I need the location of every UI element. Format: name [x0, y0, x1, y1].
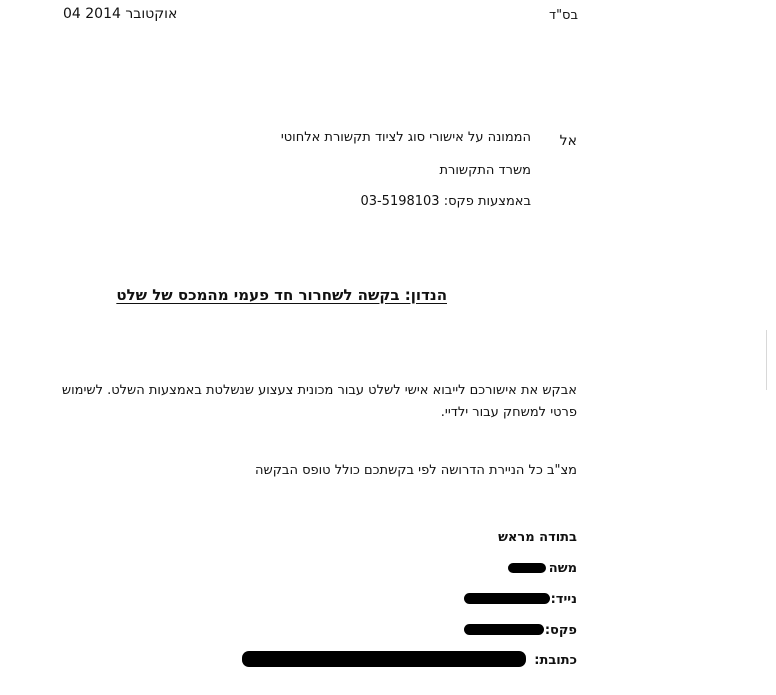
- recipient-line-3: באמצעות פקס: 03-5198103: [360, 194, 531, 209]
- redaction-fax: [464, 624, 544, 635]
- body-paragraph-2: מצ"ב כל הניירת הדרושה לפי בקשתכם כולל טופס הבקשה: [255, 463, 577, 478]
- redaction-name: [508, 563, 546, 573]
- scan-edge: [758, 0, 776, 695]
- recipient-line-1: הממונה על אישורי סוג לציוד תקשורת אלחוטי: [280, 130, 531, 145]
- signature-mobile-label: נייד:: [550, 592, 577, 607]
- body-paragraph-1-line-2: פרטי למשחק עבור ילדיי.: [440, 405, 577, 420]
- signature-fax-label: פקס:: [544, 623, 577, 638]
- redaction-address: [242, 651, 526, 667]
- letter-date: 04 אוקטובר 2014: [63, 6, 178, 22]
- to-label: אל: [559, 133, 577, 149]
- subject-line: הנדון: בקשה לשחרור חד פעמי מהמכס של שלט: [116, 286, 447, 304]
- signature-name-label: משה: [548, 561, 577, 576]
- redaction-mobile: [464, 593, 550, 604]
- recipient-line-2: משרד התקשורת: [439, 163, 531, 178]
- signature-address-label: כתובת:: [534, 653, 577, 668]
- signature-thanks: בתודה מראש: [498, 530, 577, 545]
- bsd-header: בס"ד: [548, 8, 578, 23]
- body-paragraph-1-line-1: אבקש את אישורכם לייבוא אישי לשלט עבור מכונית צעצוע שנשלטת באמצעות השלט. לשימוש: [61, 383, 577, 398]
